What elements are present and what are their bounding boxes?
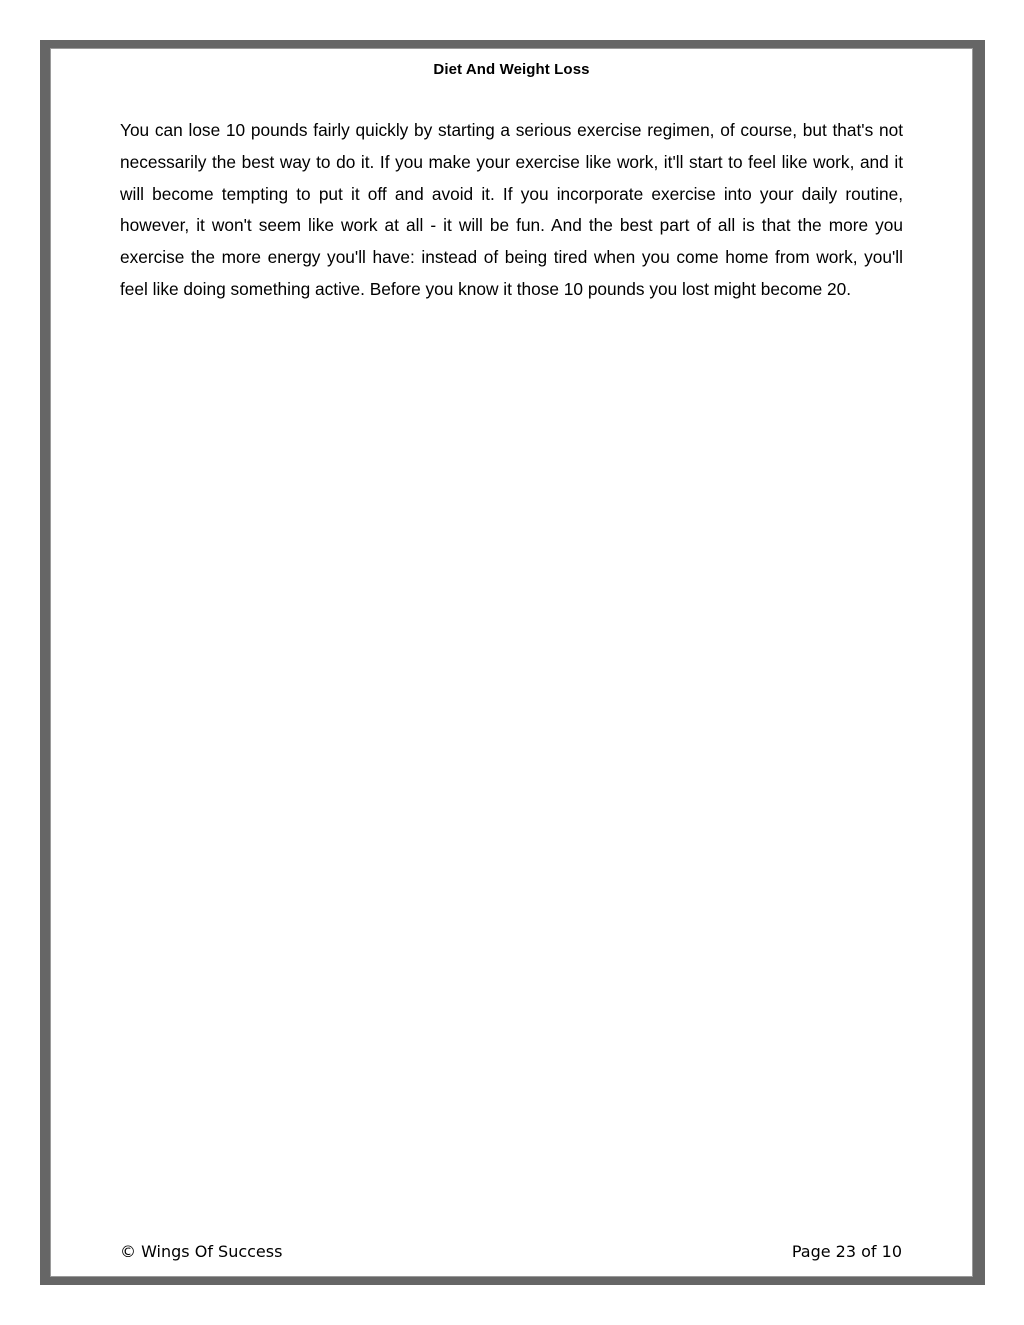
footer-copyright: © Wings Of Success bbox=[120, 1242, 283, 1261]
body-paragraph: You can lose 10 pounds fairly quickly by starting a serious exercise regimen, of course, but that's not necessarily the best way to do it. If you make your exercise like work, it'll start to feel like work, and it will become tempting to put it off and avoid it. If you incorporate exercise into your daily routine, however, it won't seem like work at all - it will be fun. And the best part of all is that the more you exercise the more energy you'll have: instead of being tired when you come home from work, you'll feel like doing something active. Before you know it those 10 pounds you lost might become 20. bbox=[120, 120, 903, 299]
page-frame bbox=[40, 40, 985, 1285]
page-header-title: Diet And Weight Loss bbox=[433, 61, 590, 78]
footer-page-number: Page 23 of 10 bbox=[791, 1242, 902, 1261]
